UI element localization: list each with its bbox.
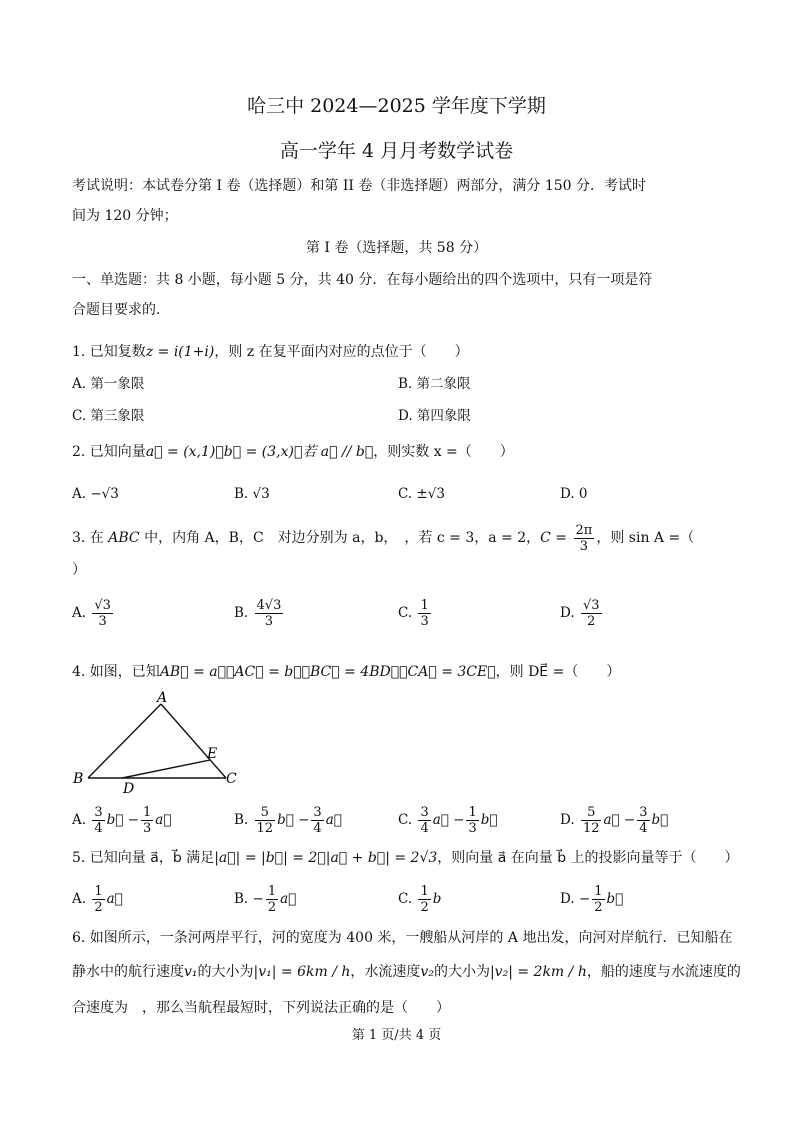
question-5-option-c-num: 1 — [420, 884, 429, 899]
question-5-option-b-sign: − — [252, 891, 264, 907]
question-3-option-a-num: √3 — [94, 598, 111, 613]
question-3-stem-a: 3. 在 — [72, 530, 104, 546]
question-4-option-a — [72, 805, 171, 836]
question-3-stem-b: 中，内角 A，B，C 对边分别为 a，b， ，若 c = 3，a = 2， — [144, 530, 541, 546]
question-4-formula: AB⃗ = a⃗，AC⃗ = b⃗，BC⃗ = 4BD⃗，CA⃗ = 3CE⃗ — [159, 664, 496, 680]
question-3-option-b-num: 4√3 — [256, 598, 282, 613]
question-2-option-d: D. 0 — [560, 486, 588, 502]
question-3-stem — [72, 522, 694, 554]
question-4-option-d-frac1 — [581, 805, 602, 836]
question-5-option-a-label: A. — [72, 891, 87, 907]
question-4-option-b-frac1-den: 12 — [256, 821, 274, 836]
question-3-option-c-label: C. — [398, 605, 413, 621]
question-6-v2: v₂ — [420, 964, 434, 980]
question-6-v2-value: |v₂| = 2km / h — [489, 964, 587, 980]
question-5-option-c — [398, 884, 441, 915]
question-3-option-d-den: 2 — [587, 614, 596, 629]
question-5-option-b — [234, 884, 296, 915]
question-4-option-d-frac2 — [637, 805, 649, 836]
figure-label-d: D — [123, 781, 135, 797]
question-4-option-a-frac2-den: 3 — [142, 821, 152, 836]
question-4-option-b-vec1: b⃗ − — [277, 812, 310, 828]
question-6-line2-b: 的大小为 — [197, 964, 254, 980]
question-4-option-a-frac1-num: 3 — [94, 805, 103, 820]
question-1-option-a: A. 第一象限 — [72, 376, 145, 392]
question-4-triangle-figure — [68, 690, 258, 800]
question-5-option-c-fraction — [418, 884, 430, 915]
question-1-stem-b: ，则 z 在复平面内对应的点位于（ ） — [214, 344, 469, 360]
question-5-option-d-label: D. — [560, 891, 575, 907]
question-4-option-b-frac2-den: 4 — [313, 821, 322, 836]
figure-label-c: C — [226, 771, 237, 787]
question-4-option-c-frac2-num: 1 — [468, 805, 477, 820]
question-4-option-b-frac2 — [311, 805, 323, 836]
question-4-option-c-vec1: a⃗ − — [432, 812, 465, 828]
question-6-line2 — [72, 962, 741, 982]
intro-line1: 考试说明：本试卷分第 I 卷（选择题）和第 II 卷（非选择题）两部分，满分 150 分．考试时 — [72, 178, 647, 194]
question-4-option-d — [560, 805, 668, 836]
question-4-stem-a: 4. 如图，已知 — [72, 664, 160, 680]
question-5-option-d-fraction — [592, 884, 604, 915]
question-5-stem — [72, 848, 739, 868]
figure-label-a: A — [157, 690, 168, 706]
question-3-option-a-fraction — [92, 598, 113, 629]
question-5-option-a — [72, 884, 123, 915]
question-5-formula: |a⃗| = |b⃗| = 2，|a⃗ + b⃗| = 2√3 — [214, 850, 438, 866]
question-4-option-c-frac1-den: 4 — [420, 821, 429, 836]
question-3-angle-numerator: 2π — [575, 522, 593, 538]
question-5-option-c-vec: b — [432, 891, 442, 907]
question-4-option-b-frac1 — [255, 805, 276, 836]
question-2-option-b: B. √3 — [234, 486, 270, 502]
question-4-option-c-label: C. — [398, 812, 413, 828]
question-3-option-d-num: √3 — [582, 598, 600, 613]
question-1-stem — [72, 342, 469, 362]
question-3-triangle: ABC — [108, 530, 140, 546]
question-2-option-c: C. ±√3 — [398, 486, 445, 502]
question-5-stem-b: ，则向量 a⃗ 在向量 b⃗ 上的投影向量等于（ ） — [437, 850, 739, 866]
question-5-option-a-den: 2 — [94, 900, 103, 915]
question-6-line1: 6. 如图所示，一条河两岸平行，河的宽度为 400 米，一艘船从河岸的 A 地出发，向河对岸航行．已知船在 — [72, 930, 733, 946]
question-4-option-b-label: B. — [234, 812, 249, 828]
question-4-option-c-frac1 — [418, 805, 430, 836]
question-6-line2-a: 静水中的航行速度 — [72, 964, 184, 980]
question-4-option-d-vec2: b⃗ — [651, 812, 669, 828]
question-3-option-a-label: A. — [72, 605, 87, 621]
question-3-angle-c: C = — [540, 530, 568, 546]
question-4-option-b-frac1-num: 5 — [255, 805, 276, 821]
question-5-option-d-sign: − — [578, 891, 591, 907]
question-5-option-b-den: 2 — [267, 900, 277, 915]
intro-line2: 间为 120 分钟； — [72, 208, 178, 224]
question-5-option-b-label: B. — [234, 891, 249, 907]
question-3-option-d-fraction — [581, 598, 602, 629]
question-5-option-d-den: 2 — [594, 900, 603, 915]
question-3-stem-c: ，则 sin A =（ — [596, 530, 695, 546]
question-5-option-a-fraction — [92, 884, 104, 915]
question-3-stem-close: ） — [72, 562, 86, 578]
question-4-option-c-frac2-den: 3 — [468, 821, 477, 836]
question-3-option-c-fraction — [418, 598, 430, 629]
page-footer: 第 1 页/共 4 页 — [351, 1028, 442, 1043]
figure-label-e: E — [207, 746, 218, 762]
question-1-option-c: C. 第三象限 — [72, 408, 145, 424]
question-3-option-d — [560, 598, 604, 629]
question-3-option-c — [398, 598, 433, 629]
question-6-line2-d: 的大小为 — [433, 964, 490, 980]
section-instruction-line1: 一、单选题：共 8 小题，每小题 5 分，共 40 分．在每小题给出的四个选项中，只有一项是符 — [72, 272, 653, 288]
question-3-option-b-fraction — [255, 598, 284, 629]
question-3-angle-fraction — [574, 523, 595, 554]
question-5-option-d-vec: b⃗ — [606, 891, 624, 907]
question-5-option-c-den: 2 — [420, 900, 429, 915]
question-3-option-c-den: 3 — [420, 614, 429, 629]
figure-label-b: B — [73, 771, 84, 787]
question-4-option-a-vec2: a⃗ — [155, 812, 172, 828]
question-4-stem-b: ，则 DE⃗ =（ ） — [495, 664, 621, 680]
question-5-option-b-num: 1 — [267, 884, 277, 899]
question-4-option-c-vec2: b⃗ — [480, 812, 498, 828]
question-4-stem — [72, 662, 620, 682]
question-3-option-d-label: D. — [560, 605, 575, 621]
question-4-option-b-vec2: a⃗ — [325, 812, 342, 828]
question-1-option-d: D. 第四象限 — [398, 408, 471, 424]
question-6-v1: v₁ — [184, 964, 198, 980]
question-3-option-b-label: B. — [234, 605, 249, 621]
question-4-option-c-frac2 — [466, 805, 478, 836]
question-6-line2-c: ，水流速度 — [350, 964, 421, 980]
question-4-option-a-frac2-num: 1 — [142, 805, 152, 820]
question-6-v1-value: |v₁| = 6km / h — [253, 964, 351, 980]
question-2-formula: a⃗ = (x,1)，b⃗ = (3,x)，若 a⃗ // b⃗ — [145, 444, 374, 460]
figure-segment-de — [122, 760, 210, 778]
question-4-option-c-frac1-num: 3 — [420, 805, 429, 820]
question-4-option-a-frac2 — [141, 805, 153, 836]
question-2-stem-b: ，则实数 x =（ ） — [373, 444, 514, 460]
question-4-option-d-frac2-num: 3 — [639, 805, 648, 820]
question-4-option-a-frac1 — [92, 805, 104, 836]
question-1-formula: z = i(1+i) — [145, 344, 215, 360]
question-4-option-d-frac1-den: 12 — [582, 821, 600, 836]
question-5-option-c-label: C. — [398, 891, 413, 907]
question-3-option-a-den: 3 — [98, 614, 107, 629]
question-2-stem — [72, 442, 514, 462]
question-5-option-d — [560, 884, 623, 915]
question-4-option-c — [398, 805, 498, 836]
question-5-option-a-num: 1 — [94, 884, 103, 899]
question-2-stem-a: 2. 已知向量 — [72, 444, 146, 460]
question-6-line2-e: ，船的速度与水流速度的 — [586, 964, 741, 980]
question-3-option-c-num: 1 — [420, 598, 429, 613]
question-4-option-d-vec1: a⃗ − — [603, 812, 636, 828]
question-5-option-b-fraction — [266, 884, 278, 915]
question-1-stem-a: 1. 已知复数 — [72, 344, 146, 360]
section-instruction-line2: 合题目要求的． — [72, 302, 170, 318]
question-2-option-a: A. −√3 — [72, 486, 119, 502]
question-3-option-a — [72, 598, 115, 629]
question-4-option-d-label: D. — [560, 812, 575, 828]
question-4-option-a-frac1-den: 4 — [94, 821, 103, 836]
question-4-option-d-frac1-num: 5 — [581, 805, 602, 821]
question-3-option-b — [234, 598, 285, 629]
figure-side-ab — [88, 704, 161, 778]
question-5-option-a-vec: a⃗ — [106, 891, 123, 907]
question-3-angle-denominator: 3 — [579, 538, 589, 554]
question-6-line3: 合速度为 ，那么当航程最短时，下列说法正确的是（ ） — [72, 1000, 450, 1016]
section-heading: 第 I 卷（选择题，共 58 分） — [305, 240, 488, 256]
question-1-option-b: B. 第二象限 — [398, 376, 471, 392]
question-4-option-a-label: A. — [72, 812, 87, 828]
question-5-stem-a: 5. 已知向量 a⃗，b⃗ 满足 — [72, 850, 215, 866]
question-5-option-d-num: 1 — [594, 884, 603, 899]
exam-title-line2: 高一学年 4 月月考数学试卷 — [279, 140, 514, 162]
figure-side-ac — [161, 704, 226, 778]
question-3-option-b-den: 3 — [264, 614, 274, 629]
question-4-option-d-frac2-den: 4 — [639, 821, 648, 836]
question-5-option-b-vec: a⃗ — [280, 891, 297, 907]
question-4-option-b — [234, 805, 342, 836]
question-4-option-b-frac2-num: 3 — [313, 805, 322, 820]
question-4-option-a-vec1: b⃗ − — [106, 812, 139, 828]
exam-title-line1: 哈三中 2024—2025 学年度下学期 — [247, 95, 546, 117]
